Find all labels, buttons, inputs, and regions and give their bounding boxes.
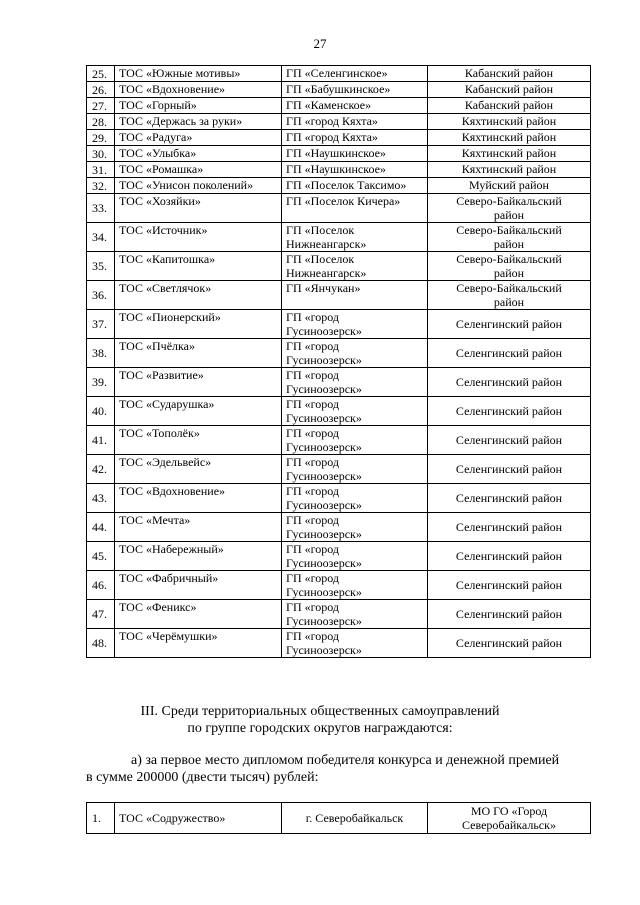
winners-table bbox=[86, 802, 591, 834]
district-line: Северо-Байкальский bbox=[456, 252, 562, 266]
settlement-name bbox=[282, 513, 428, 542]
district-line: Северо-Байкальский bbox=[456, 281, 562, 295]
section-heading bbox=[0, 703, 640, 737]
district-line: Селенгинский район bbox=[455, 549, 563, 563]
table-row bbox=[87, 542, 591, 571]
table-row bbox=[87, 281, 591, 310]
district-line: район bbox=[493, 237, 525, 251]
section-heading-line-1: III. Среди территориальных общественных самоуправлений bbox=[140, 704, 500, 719]
district-name bbox=[428, 455, 591, 484]
tos-name: ТОС «Развитие» bbox=[115, 368, 282, 397]
settlement-line: ГП «Поселок bbox=[286, 223, 355, 237]
settlement-name bbox=[282, 66, 428, 82]
settlement-line: ГП «Поселок Таксимо» bbox=[286, 178, 407, 192]
tos-name: ТОС «Сударушка» bbox=[115, 397, 282, 426]
settlement-name bbox=[282, 600, 428, 629]
district-name bbox=[428, 629, 591, 658]
settlement-line: ГП «город bbox=[286, 397, 339, 411]
row-number: 40. bbox=[87, 397, 115, 426]
district-name bbox=[428, 600, 591, 629]
row-number: 39. bbox=[87, 368, 115, 397]
settlement-line: ГП «город Кяхта» bbox=[286, 130, 378, 144]
settlement-name bbox=[282, 252, 428, 281]
table-row bbox=[87, 146, 591, 162]
section-heading-line-2: по группе городских округов награждаются: bbox=[187, 721, 453, 736]
tos-name: ТОС «Капитошка» bbox=[115, 252, 282, 281]
district-line: Кяхтинский район bbox=[461, 146, 557, 160]
district-name bbox=[428, 130, 591, 146]
row-number: 26. bbox=[87, 82, 115, 98]
settlement-name bbox=[282, 82, 428, 98]
settlement-name bbox=[282, 629, 428, 658]
settlement-line: ГП «город Кяхта» bbox=[286, 114, 378, 128]
district-line: район bbox=[493, 266, 525, 280]
district-name bbox=[428, 252, 591, 281]
settlement-name bbox=[282, 368, 428, 397]
settlement-name bbox=[282, 130, 428, 146]
row-number: 38. bbox=[87, 339, 115, 368]
row-number: 27. bbox=[87, 98, 115, 114]
tos-name: ТОС «Радуга» bbox=[115, 130, 282, 146]
table-row bbox=[87, 455, 591, 484]
district-name bbox=[428, 98, 591, 114]
district-line: Кабанский район bbox=[464, 82, 554, 96]
settlement-line: ГП «город bbox=[286, 542, 339, 556]
table-row bbox=[87, 194, 591, 223]
tos-name: ТОС «Набережный» bbox=[115, 542, 282, 571]
district-name bbox=[428, 484, 591, 513]
district-line: Селенгинский район bbox=[455, 433, 563, 447]
district-line: Селенгинский район bbox=[455, 404, 563, 418]
settlement-line: ГП «Янчукан» bbox=[286, 281, 361, 295]
settlement-name bbox=[282, 114, 428, 130]
table-row bbox=[87, 397, 591, 426]
settlement-line: ГП «Поселок Кичера» bbox=[286, 194, 401, 208]
district-line: Селенгинский район bbox=[455, 578, 563, 592]
row-number: 28. bbox=[87, 114, 115, 130]
settlement-name bbox=[282, 397, 428, 426]
row-number: 34. bbox=[87, 223, 115, 252]
settlement-line: ГП «город bbox=[286, 426, 339, 440]
table-row bbox=[87, 98, 591, 114]
settlement-name bbox=[282, 194, 428, 223]
district-name bbox=[428, 397, 591, 426]
table-row bbox=[87, 114, 591, 130]
settlement-line: Гусиноозерск» bbox=[286, 440, 362, 454]
tos-name: ТОС «Пчёлка» bbox=[115, 339, 282, 368]
row-number: 30. bbox=[87, 146, 115, 162]
district-name bbox=[428, 66, 591, 82]
district-name bbox=[428, 194, 591, 223]
tos-name: ТОС «Унисон поколений» bbox=[115, 178, 282, 194]
settlement-line: ГП «Бабушкинское» bbox=[286, 82, 391, 96]
settlement-line: ГП «город bbox=[286, 455, 339, 469]
district-name bbox=[428, 426, 591, 455]
district-line: Северо-Байкальский bbox=[456, 223, 562, 237]
row-number: 35. bbox=[87, 252, 115, 281]
tos-name: ТОС «Вдохновение» bbox=[115, 484, 282, 513]
row-number: 42. bbox=[87, 455, 115, 484]
tos-name: ТОС «Горный» bbox=[115, 98, 282, 114]
settlement-line: ГП «город bbox=[286, 339, 339, 353]
table-row bbox=[87, 484, 591, 513]
settlement-name bbox=[282, 146, 428, 162]
awards-table bbox=[86, 65, 591, 658]
district-line: Селенгинский район bbox=[455, 607, 563, 621]
awards-table-body bbox=[87, 66, 591, 658]
municipality-line-1: МО ГО «Город bbox=[470, 804, 548, 818]
row-number: 29. bbox=[87, 130, 115, 146]
settlement-line: ГП «город bbox=[286, 484, 339, 498]
settlement-line: Гусиноозерск» bbox=[286, 382, 362, 396]
tos-name: ТОС «Содружество» bbox=[115, 803, 282, 834]
district-name bbox=[428, 223, 591, 252]
settlement-name bbox=[282, 426, 428, 455]
tos-name: ТОС «Фабричный» bbox=[115, 571, 282, 600]
row-number: 43. bbox=[87, 484, 115, 513]
settlement-line: ГП «город bbox=[286, 513, 339, 527]
award-paragraph-line-2: в сумме 200000 (двести тысяч) рублей: bbox=[86, 770, 319, 785]
tos-name: ТОС «Улыбка» bbox=[115, 146, 282, 162]
municipality bbox=[428, 803, 591, 834]
district-line: Кабанский район bbox=[464, 98, 554, 112]
city-name: г. Северобайкальск bbox=[282, 803, 428, 834]
row-number: 48. bbox=[87, 629, 115, 658]
district-name bbox=[428, 281, 591, 310]
table-row bbox=[87, 513, 591, 542]
district-line: Кяхтинский район bbox=[461, 162, 557, 176]
settlement-line: Гусиноозерск» bbox=[286, 614, 362, 628]
tos-name: ТОС «Феникс» bbox=[115, 600, 282, 629]
settlement-line: ГП «Наушкинское» bbox=[286, 162, 386, 176]
settlement-name bbox=[282, 162, 428, 178]
settlement-line: Гусиноозерск» bbox=[286, 498, 362, 512]
settlement-line: Гусиноозерск» bbox=[286, 556, 362, 570]
tos-name: ТОС «Хозяйки» bbox=[115, 194, 282, 223]
settlement-line: ГП «Поселок bbox=[286, 252, 355, 266]
table-row bbox=[87, 178, 591, 194]
tos-name: ТОС «Пионерский» bbox=[115, 310, 282, 339]
settlement-name bbox=[282, 281, 428, 310]
award-paragraph-line-1: а) за первое место дипломом победителя конкурса и денежной премией bbox=[131, 753, 560, 768]
settlement-line: Гусиноозерск» bbox=[286, 585, 362, 599]
row-number: 36. bbox=[87, 281, 115, 310]
district-name bbox=[428, 571, 591, 600]
district-line: Кабанский район bbox=[464, 66, 554, 80]
table-row bbox=[87, 600, 591, 629]
settlement-name bbox=[282, 223, 428, 252]
district-line: Северо-Байкальский bbox=[456, 194, 562, 208]
district-line: район bbox=[493, 208, 525, 222]
table-row bbox=[87, 368, 591, 397]
table-row bbox=[87, 426, 591, 455]
district-line: Кяхтинский район bbox=[461, 114, 557, 128]
settlement-line: Гусиноозерск» bbox=[286, 469, 362, 483]
settlement-line: Гусиноозерск» bbox=[286, 643, 362, 657]
settlement-line: ГП «Наушкинское» bbox=[286, 146, 386, 160]
settlement-line: ГП «Каменское» bbox=[286, 98, 372, 112]
table-row bbox=[87, 803, 591, 834]
settlement-line: Нижнеангарск» bbox=[286, 266, 367, 280]
district-line: Селенгинский район bbox=[455, 346, 563, 360]
tos-name: ТОС «Источник» bbox=[115, 223, 282, 252]
row-number: 44. bbox=[87, 513, 115, 542]
row-number: 46. bbox=[87, 571, 115, 600]
settlement-line: ГП «Селенгинское» bbox=[286, 66, 388, 80]
settlement-line: ГП «город bbox=[286, 571, 339, 585]
settlement-line: Нижнеангарск» bbox=[286, 237, 367, 251]
table-row bbox=[87, 310, 591, 339]
settlement-line: Гусиноозерск» bbox=[286, 353, 362, 367]
tos-name: ТОС «Светлячок» bbox=[115, 281, 282, 310]
page-number: 27 bbox=[313, 36, 327, 51]
tos-name: ТОС «Мечта» bbox=[115, 513, 282, 542]
district-name bbox=[428, 310, 591, 339]
row-number: 47. bbox=[87, 600, 115, 629]
settlement-name bbox=[282, 484, 428, 513]
tos-name: ТОС «Держась за руки» bbox=[115, 114, 282, 130]
row-number: 37. bbox=[87, 310, 115, 339]
settlement-name bbox=[282, 178, 428, 194]
table-row bbox=[87, 223, 591, 252]
settlement-line: ГП «город bbox=[286, 368, 339, 382]
municipality-line-2: Северобайкальск» bbox=[462, 818, 556, 832]
table-row bbox=[87, 130, 591, 146]
district-name bbox=[428, 82, 591, 98]
settlement-line: ГП «город bbox=[286, 310, 339, 324]
table-row bbox=[87, 629, 591, 658]
district-name bbox=[428, 162, 591, 178]
district-name bbox=[428, 542, 591, 571]
table-row bbox=[87, 571, 591, 600]
district-line: Кяхтинский район bbox=[461, 130, 557, 144]
tos-name: ТОС «Тополёк» bbox=[115, 426, 282, 455]
table-row bbox=[87, 66, 591, 82]
row-number: 45. bbox=[87, 542, 115, 571]
district-name bbox=[428, 368, 591, 397]
table-row bbox=[87, 339, 591, 368]
row-number: 32. bbox=[87, 178, 115, 194]
settlement-line: ГП «город bbox=[286, 629, 339, 643]
tos-name: ТОС «Черёмушки» bbox=[115, 629, 282, 658]
settlement-name bbox=[282, 98, 428, 114]
district-line: Селенгинский район bbox=[455, 375, 563, 389]
tos-name: ТОС «Южные мотивы» bbox=[115, 66, 282, 82]
award-paragraph bbox=[86, 752, 591, 786]
row-number: 31. bbox=[87, 162, 115, 178]
district-name bbox=[428, 339, 591, 368]
district-line: Селенгинский район bbox=[455, 462, 563, 476]
district-line: Селенгинский район bbox=[455, 491, 563, 505]
settlement-name bbox=[282, 571, 428, 600]
settlement-line: ГП «город bbox=[286, 600, 339, 614]
tos-name: ТОС «Эдельвейс» bbox=[115, 455, 282, 484]
settlement-line: Гусиноозерск» bbox=[286, 527, 362, 541]
district-line: Муйский район bbox=[469, 178, 549, 192]
settlement-line: Гусиноозерск» bbox=[286, 324, 362, 338]
settlement-name bbox=[282, 542, 428, 571]
district-name bbox=[428, 178, 591, 194]
table-row bbox=[87, 162, 591, 178]
district-line: Селенгинский район bbox=[455, 520, 563, 534]
district-line: Селенгинский район bbox=[455, 636, 563, 650]
settlement-name bbox=[282, 339, 428, 368]
tos-name: ТОС «Ромашка» bbox=[115, 162, 282, 178]
tos-name: ТОС «Вдохновение» bbox=[115, 82, 282, 98]
settlement-name bbox=[282, 310, 428, 339]
row-number: 25. bbox=[87, 66, 115, 82]
table-row bbox=[87, 82, 591, 98]
district-name bbox=[428, 114, 591, 130]
row-number: 33. bbox=[87, 194, 115, 223]
district-line: Селенгинский район bbox=[455, 317, 563, 331]
district-line: район bbox=[493, 295, 525, 309]
settlement-name bbox=[282, 455, 428, 484]
settlement-line: Гусиноозерск» bbox=[286, 411, 362, 425]
table-row bbox=[87, 252, 591, 281]
district-name bbox=[428, 146, 591, 162]
row-number: 41. bbox=[87, 426, 115, 455]
row-number: 1. bbox=[87, 803, 115, 834]
district-name bbox=[428, 513, 591, 542]
